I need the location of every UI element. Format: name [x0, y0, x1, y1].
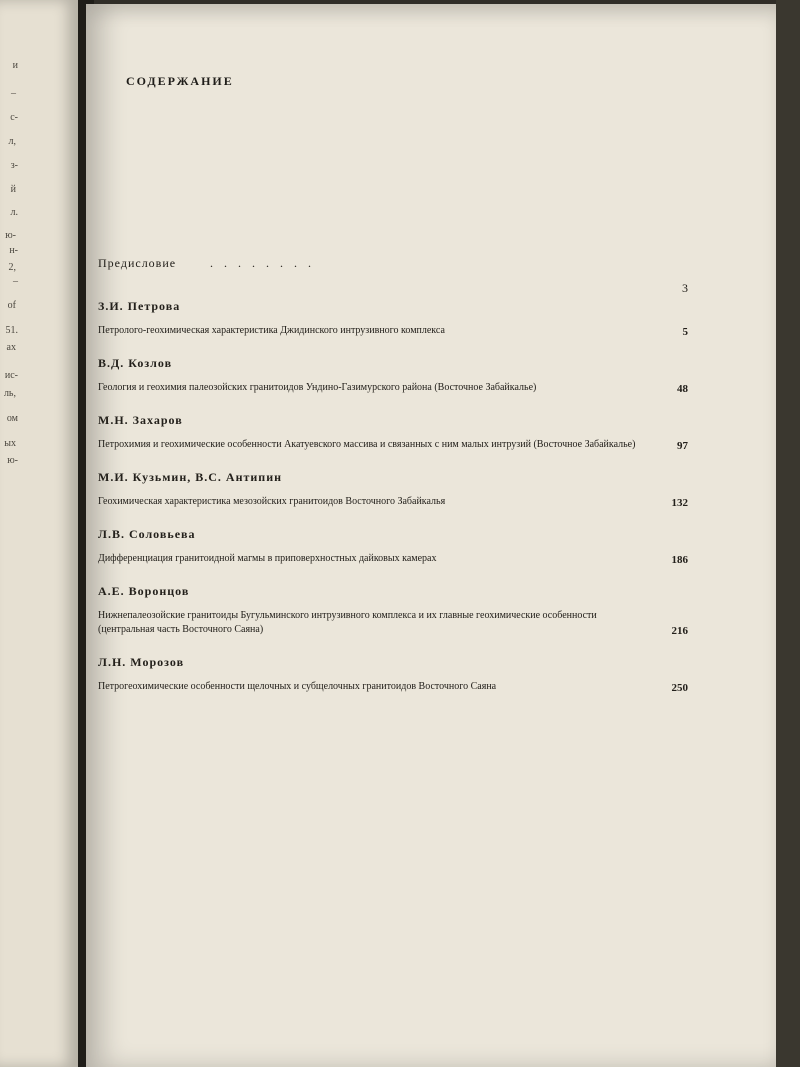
entry-author: З.И. Петрова: [98, 299, 181, 313]
entry-page: 48: [677, 383, 688, 395]
left-page-fragment: 2,: [8, 262, 16, 273]
page-title: СОДЕРЖАНИЕ: [126, 74, 234, 88]
entry-title: Геохимическая характеристика мезозойских гранитоидов Восточного Забайкалья: [98, 496, 446, 507]
left-page-fragment: й: [10, 184, 16, 195]
entry-page: 250: [671, 682, 688, 694]
left-page-fragment: н-: [9, 245, 18, 256]
toc-entry: [98, 299, 688, 338]
left-page-fragment: ю-: [5, 230, 16, 241]
toc-list: [98, 254, 688, 712]
toc-entry: [98, 584, 688, 637]
entry-author: А.Е. Воронцов: [98, 584, 190, 598]
entry-page: 132: [671, 497, 688, 509]
toc-entry: [98, 470, 688, 509]
left-page-fragment: –: [13, 276, 18, 287]
entry-title: Нижнепалеозойские гранитоиды Бугульминского интрузивного комплекса и их главные геохимические особенности (центральная часть Восточного Саяна): [98, 610, 597, 635]
toc-entry: [98, 356, 688, 395]
left-page-fragment: л,: [8, 136, 16, 147]
left-page-fragment: –: [11, 88, 16, 99]
preface-title: Предисловие: [98, 256, 177, 270]
entry-author: М.И. Кузьмин, В.С. Антипин: [98, 470, 283, 484]
page-edge: [776, 0, 800, 1067]
entry-author: Л.Н. Морозов: [98, 655, 185, 669]
preface-leader: . . . . . . . .: [210, 256, 315, 268]
entry-author: М.Н. Захаров: [98, 413, 183, 427]
toc-preface: [98, 254, 688, 299]
left-page-fragment: ах: [6, 342, 16, 353]
entry-page: 216: [671, 625, 688, 637]
left-page: [0, 0, 78, 1067]
entry-title: Петрогеохимические особенности щелочных и субщелочных гранитоидов Восточного Саяна: [98, 681, 497, 692]
left-page-fragment: ис-: [4, 370, 18, 381]
entry-title: Петрохимия и геохимические особенности Акатуевского массива и связанных с ним малых интрузий (Восточное Забайкалье): [98, 439, 636, 450]
left-page-fragment: л.: [10, 207, 18, 218]
entry-title: Дифференциация гранитоидной магмы в приповерхностных дайковых камерах: [98, 553, 437, 564]
left-page-fragment: of: [7, 300, 16, 311]
toc-entry: [98, 655, 688, 694]
left-page-fragment: ом: [6, 413, 18, 424]
left-page-fragment: и: [12, 60, 18, 71]
entry-title: Петролого-геохимическая характеристика Джидинского интрузивного комплекса: [98, 325, 445, 336]
toc-entry: [98, 527, 688, 566]
preface-page: 3: [682, 281, 688, 295]
entry-page: 186: [671, 554, 688, 566]
entry-title: Геология и геохимия палеозойских гранитоидов Ундино-Газимурского района (Восточное Забайкалье): [98, 382, 537, 393]
entry-page: 5: [682, 326, 688, 338]
table-of-contents-page: [86, 4, 776, 1067]
toc-entry: [98, 413, 688, 452]
left-page-fragment: с-: [10, 112, 18, 123]
entry-author: В.Д. Козлов: [98, 356, 173, 370]
left-page-fragment: 51.: [5, 325, 18, 336]
left-page-fragment: ль,: [3, 388, 16, 399]
left-page-fragment: з-: [10, 160, 18, 171]
left-page-fragment: ю-: [7, 455, 18, 466]
entry-page: 97: [677, 440, 688, 452]
left-page-fragment: ых: [4, 438, 16, 449]
entry-author: Л.В. Соловьева: [98, 527, 196, 541]
